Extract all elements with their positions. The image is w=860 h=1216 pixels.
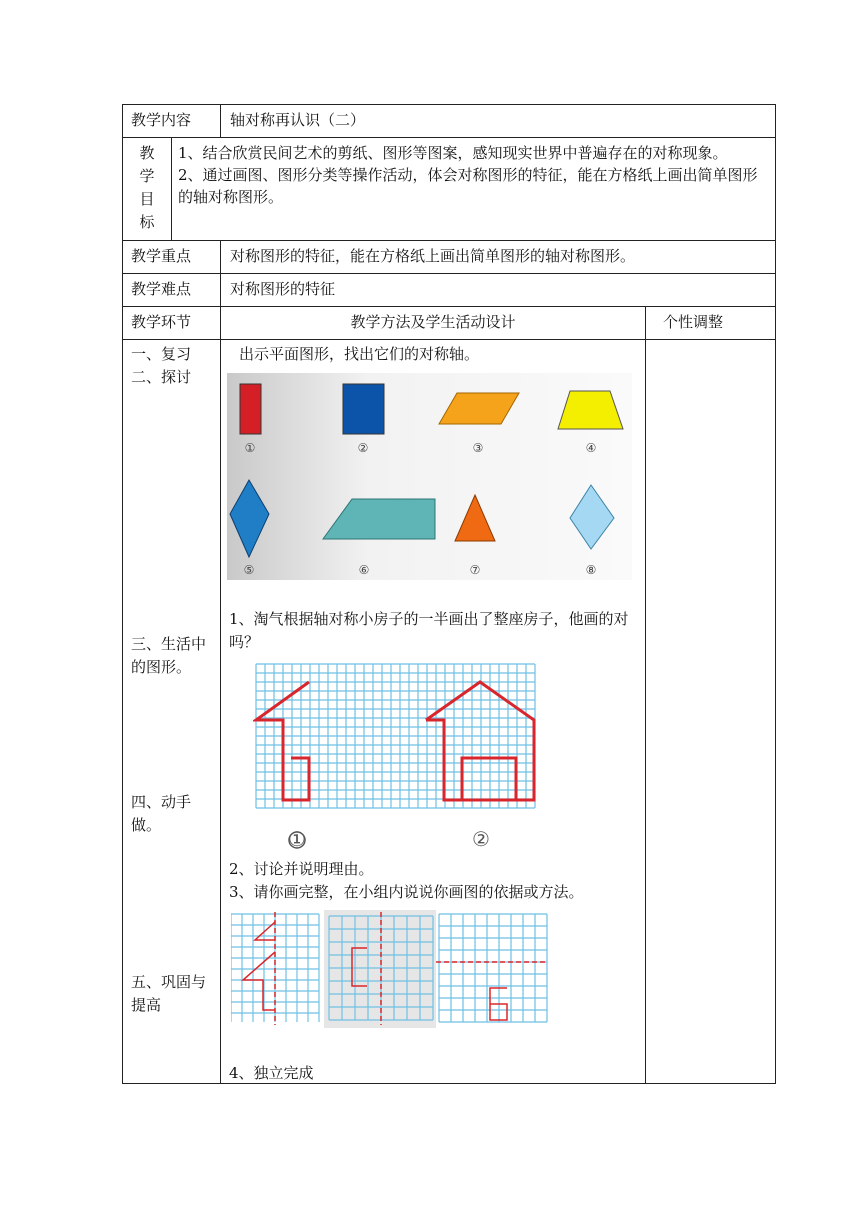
shape-label-1: ① <box>244 441 256 455</box>
objective-1: 1、结合欣赏民间艺术的剪纸、图形等图案，感知现实世界中普遍存在的对称现象。 <box>178 144 728 162</box>
house-label-1: ① <box>288 827 306 851</box>
stages-column <box>123 340 221 1084</box>
key-value: 对称图形的特征，能在方格纸上画出简单图形的轴对称图形。 <box>221 241 776 274</box>
shape-label-5: ⑤ <box>243 563 255 577</box>
content-value: 轴对称再认识（二） <box>221 105 776 138</box>
house-label-2: ② <box>472 827 490 851</box>
objective-2: 2、通过画图、图形分类等操作活动，体会对称图形的特征，能在方格纸上画出简单图形的轴对称图形。 <box>178 166 758 206</box>
difficulty-value: 对称图形的特征 <box>221 274 776 307</box>
house-grid-figure <box>253 662 543 856</box>
objectives-row <box>123 138 776 241</box>
activity-question-3: 3、请你画完整，在小组内说说你画图的依据或方法。 <box>229 883 584 901</box>
objectives-label-char: 标 <box>139 213 155 231</box>
content-row <box>123 105 776 138</box>
stage-consolidate: 五、巩固与提高 <box>131 973 207 1014</box>
shape-label-4: ④ <box>585 441 597 455</box>
header-method: 教学方法及学生活动设计 <box>221 307 646 340</box>
lesson-plan-table <box>122 104 776 1084</box>
difficulty-row <box>123 274 776 307</box>
shape-label-3: ③ <box>472 441 484 455</box>
key-label: 教学重点 <box>123 241 221 274</box>
body-row <box>123 340 776 1084</box>
activity-question-2: 2、讨论并说明理由。 <box>229 860 374 878</box>
practice-grids-figure <box>231 910 551 1028</box>
key-row <box>123 241 776 274</box>
activities-column <box>221 340 646 1084</box>
activity-question-4: 4、独立完成 <box>229 1064 314 1082</box>
header-adjust: 个性调整 <box>646 307 776 340</box>
stage-hands-on: 四、动手做。 <box>131 793 192 834</box>
shape-label-6: ⑥ <box>358 563 370 577</box>
difficulty-label: 教学难点 <box>123 274 221 307</box>
shape-label-8: ⑧ <box>585 563 597 577</box>
shape-label-7: ⑦ <box>469 563 481 577</box>
practice-grid-2-background <box>324 910 436 1028</box>
objectives-label <box>123 138 172 241</box>
objectives-label-char: 学 <box>139 167 155 185</box>
shapes-figure <box>227 373 632 580</box>
stage-explore: 二、探讨 <box>131 368 192 386</box>
stage-life: 三、生活中的图形。 <box>131 635 207 676</box>
adjust-column <box>646 340 776 1084</box>
practice-grid-3 <box>439 914 547 1022</box>
square-shape <box>343 384 384 434</box>
content-label: 教学内容 <box>123 105 221 138</box>
activity-intro: 出示平面图形，找出它们的对称轴。 <box>239 345 480 363</box>
header-stage: 教学环节 <box>123 307 221 340</box>
rectangle-shape <box>240 384 261 434</box>
objectives-label-char: 目 <box>139 190 155 208</box>
shape-label-2: ② <box>357 441 369 455</box>
objectives-text <box>172 138 776 241</box>
activity-question-1: 1、淘气根据轴对称小房子的一半画出了整座房子，他画的对吗？ <box>229 610 629 651</box>
drawing-1-bottom <box>243 952 275 1010</box>
stage-review: 一、复习 <box>131 345 192 363</box>
header-row <box>123 307 776 340</box>
objectives-label-char: 教 <box>139 144 155 162</box>
